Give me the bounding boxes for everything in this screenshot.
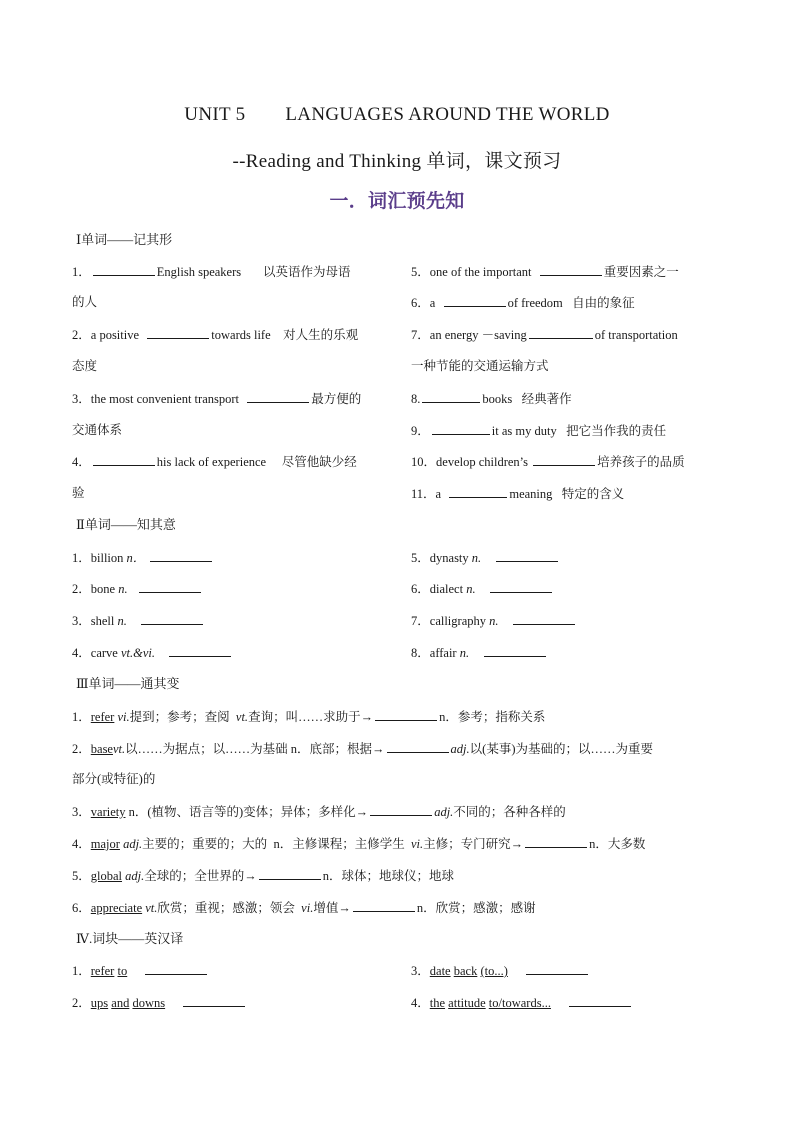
part1-item-10: 10．develop children’s 培养孩子的品质 [411, 455, 685, 469]
answer-blank[interactable] [529, 326, 593, 339]
answer-blank[interactable] [147, 326, 209, 339]
part1-item-1: 1． English speakers 以英语作为母语 [72, 265, 351, 279]
part4-item-2: 2．ups and downs [72, 994, 247, 1011]
part1-item-4: 4． his lack of experience 尽管他缺少经 [72, 455, 357, 469]
part1-item-5: 5．one of the important 重要因素之一 [411, 265, 679, 279]
part3-item-3: 3．variety n．(植物、语言等的)变体；异体；多样化→ adj.不同的；各种各样的 [72, 805, 566, 819]
part1-item-11: 11．a meaning 特定的含义 [411, 487, 625, 501]
answer-blank[interactable] [370, 803, 432, 816]
answer-blank[interactable] [484, 644, 546, 657]
answer-blank[interactable] [525, 835, 587, 848]
part3-item-2-cont: 部分(或特征)的 [72, 772, 156, 786]
answer-blank[interactable] [422, 390, 480, 403]
part1-item-1-cont: 的人 [72, 295, 98, 309]
part3-item-6: 6．appreciate vt.欣赏；重视；感激；领会 vi.增值→ n．欣赏；感激；感谢 [72, 901, 536, 915]
part1-item-7: 7．an energy －saving of transportation [411, 328, 678, 342]
part2-heading: Ⅱ单词——知其意 [76, 517, 176, 532]
part1-item-9: 9． it as my duty 把它当作我的责任 [411, 424, 667, 438]
answer-blank[interactable] [169, 644, 231, 657]
part1-item-8: 8. books 经典著作 [411, 392, 572, 406]
part3-item-2: 2．basevt.以……为据点；以……为基础 n．底部；根据→ adj.以(某事)为基础的；以……为重要 [72, 742, 653, 756]
answer-blank[interactable] [150, 549, 212, 562]
answer-blank[interactable] [526, 962, 588, 975]
answer-blank[interactable] [449, 485, 507, 498]
part1-item-3: 3．the most convenient transport 最方便的 [72, 392, 362, 406]
part2-item-4: 4．carve vt.&vi. [72, 644, 233, 661]
answer-blank[interactable] [540, 263, 602, 276]
answer-blank[interactable] [387, 740, 449, 753]
section-heading: 一．词汇预先知 [329, 191, 465, 212]
part2-item-1: 1．billion n． [72, 549, 214, 566]
answer-blank[interactable] [353, 899, 415, 912]
part4-heading: Ⅳ.词块——英汉译 [76, 931, 184, 946]
answer-blank[interactable] [247, 390, 309, 403]
part3-item-4: 4．major adj.主要的；重要的；大的 n．主修课程；主修学生 vi.主修；专门研究→ n．大多数 [72, 837, 646, 851]
unit-number: UNIT 5 [184, 104, 246, 125]
answer-blank[interactable] [145, 962, 207, 975]
part1-item-2-cont: 态度 [72, 359, 98, 373]
answer-blank[interactable] [141, 612, 203, 625]
subtitle: --Reading and Thinking 单词，课文预习 [232, 151, 562, 172]
answer-blank[interactable] [375, 708, 437, 721]
answer-blank[interactable] [93, 263, 155, 276]
unit-name: LANGUAGES AROUND THE WORLD [285, 104, 610, 125]
part1-heading: Ⅰ单词——记其形 [76, 232, 173, 247]
answer-blank[interactable] [569, 994, 631, 1007]
answer-blank[interactable] [444, 294, 506, 307]
part2-item-6: 6．dialect n. [411, 580, 554, 597]
part1-item-4-cont: 验 [72, 486, 85, 500]
part2-item-7: 7．calligraphy n. [411, 612, 577, 629]
unit-title [0, 104, 794, 126]
part4-item-4: 4．the attitude to/towards... [411, 994, 633, 1011]
part1-item-2: 2．a positive towards life 对人生的乐观 [72, 328, 359, 342]
part1-item-7-cont: 一种节能的交通运输方式 [411, 359, 549, 373]
part4-item-1: 1．refer to [72, 962, 209, 979]
part3-item-5: 5．global adj.全球的；全世界的→ n．球体；地球仪；地球 [72, 869, 455, 883]
answer-blank[interactable] [183, 994, 245, 1007]
part3-heading: Ⅲ单词——通其变 [76, 676, 180, 691]
part2-item-3: 3．shell n. [72, 612, 205, 629]
answer-blank[interactable] [513, 612, 575, 625]
part3-item-1: 1．refer vi.提到；参考；查阅 vt.查询；叫……求助于→ n．参考；指称关系 [72, 710, 546, 724]
answer-blank[interactable] [490, 580, 552, 593]
part4-item-3: 3．date back (to...) [411, 962, 590, 979]
answer-blank[interactable] [533, 453, 595, 466]
part1-item-3-cont: 交通体系 [72, 423, 123, 437]
part2-item-8: 8．affair n. [411, 644, 548, 661]
answer-blank[interactable] [93, 453, 155, 466]
part1-item-6: 6．a of freedom 自由的象征 [411, 296, 635, 310]
answer-blank[interactable] [259, 867, 321, 880]
answer-blank[interactable] [432, 422, 490, 435]
answer-blank[interactable] [496, 549, 558, 562]
part2-item-5: 5．dynasty n. [411, 549, 560, 566]
answer-blank[interactable] [139, 580, 201, 593]
part2-item-2: 2．bone n. [72, 580, 203, 597]
